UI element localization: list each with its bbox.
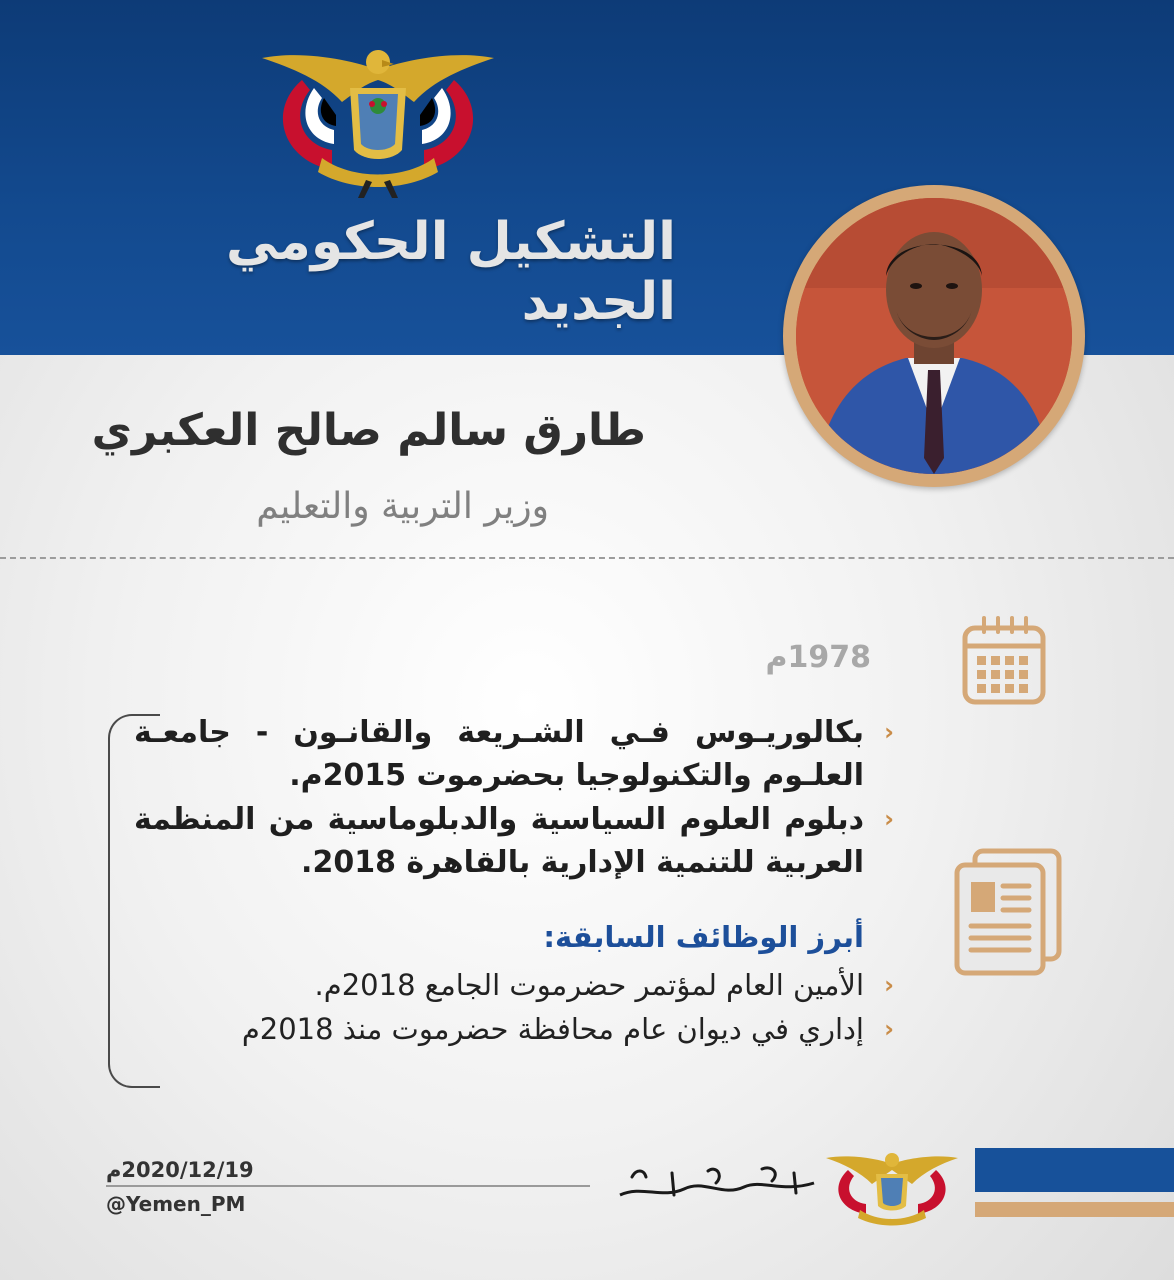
minister-name: طارق سالم صالح العكبري [91,405,646,456]
list-item [134,963,894,1007]
minister-role: وزير التربية والتعليم [256,486,549,527]
list-item [134,1007,894,1051]
job-item-2: إداري في ديوان عام محافظة حضرموت منذ 2018م [241,1012,864,1046]
portrait-illustration [796,198,1072,474]
brand-bar-blue [975,1148,1174,1192]
signature-logo [612,1155,822,1213]
list-item [134,711,894,797]
section-divider [0,557,1174,559]
national-emblem-icon [262,40,494,198]
publish-date: 2020/12/19م [106,1158,254,1182]
job-item-1: الأمين العام لمؤتمر حضرموت الجامع 2018م. [314,968,864,1002]
jobs-list [134,963,894,1051]
education-list [134,711,894,885]
list-item [134,798,894,884]
portrait-frame [783,185,1085,487]
brand-bar-tan [975,1202,1174,1217]
national-emblem-small-icon [826,1148,958,1228]
chevron-left-icon: ‹ [884,971,894,999]
twitter-handle[interactable]: @Yemen_PM [106,1192,246,1216]
document-icon [953,848,1063,976]
education-item-1: بكالوريـوس فـي الشـريعة والقانـون - جامعـة العلـوم والتكنولوجيا بحضرموت 2015م. [134,715,864,793]
chevron-left-icon: ‹ [884,805,894,833]
jobs-heading: أبرز الوظائف السابقة: [543,920,864,954]
chevron-left-icon: ‹ [884,1015,894,1043]
education-item-2: دبلوم العلوم السياسية والدبلوماسية من المنظمة العربية للتنمية الإدارية بالقاهرة 2018. [134,802,864,880]
footer-divider [106,1185,590,1187]
calendar-icon [962,616,1046,706]
page-title: التشكيل الحكومي الجديد [226,212,676,332]
portrait-photo [796,198,1072,474]
birth-year: 1978م [765,640,871,675]
chevron-left-icon: ‹ [884,718,894,746]
